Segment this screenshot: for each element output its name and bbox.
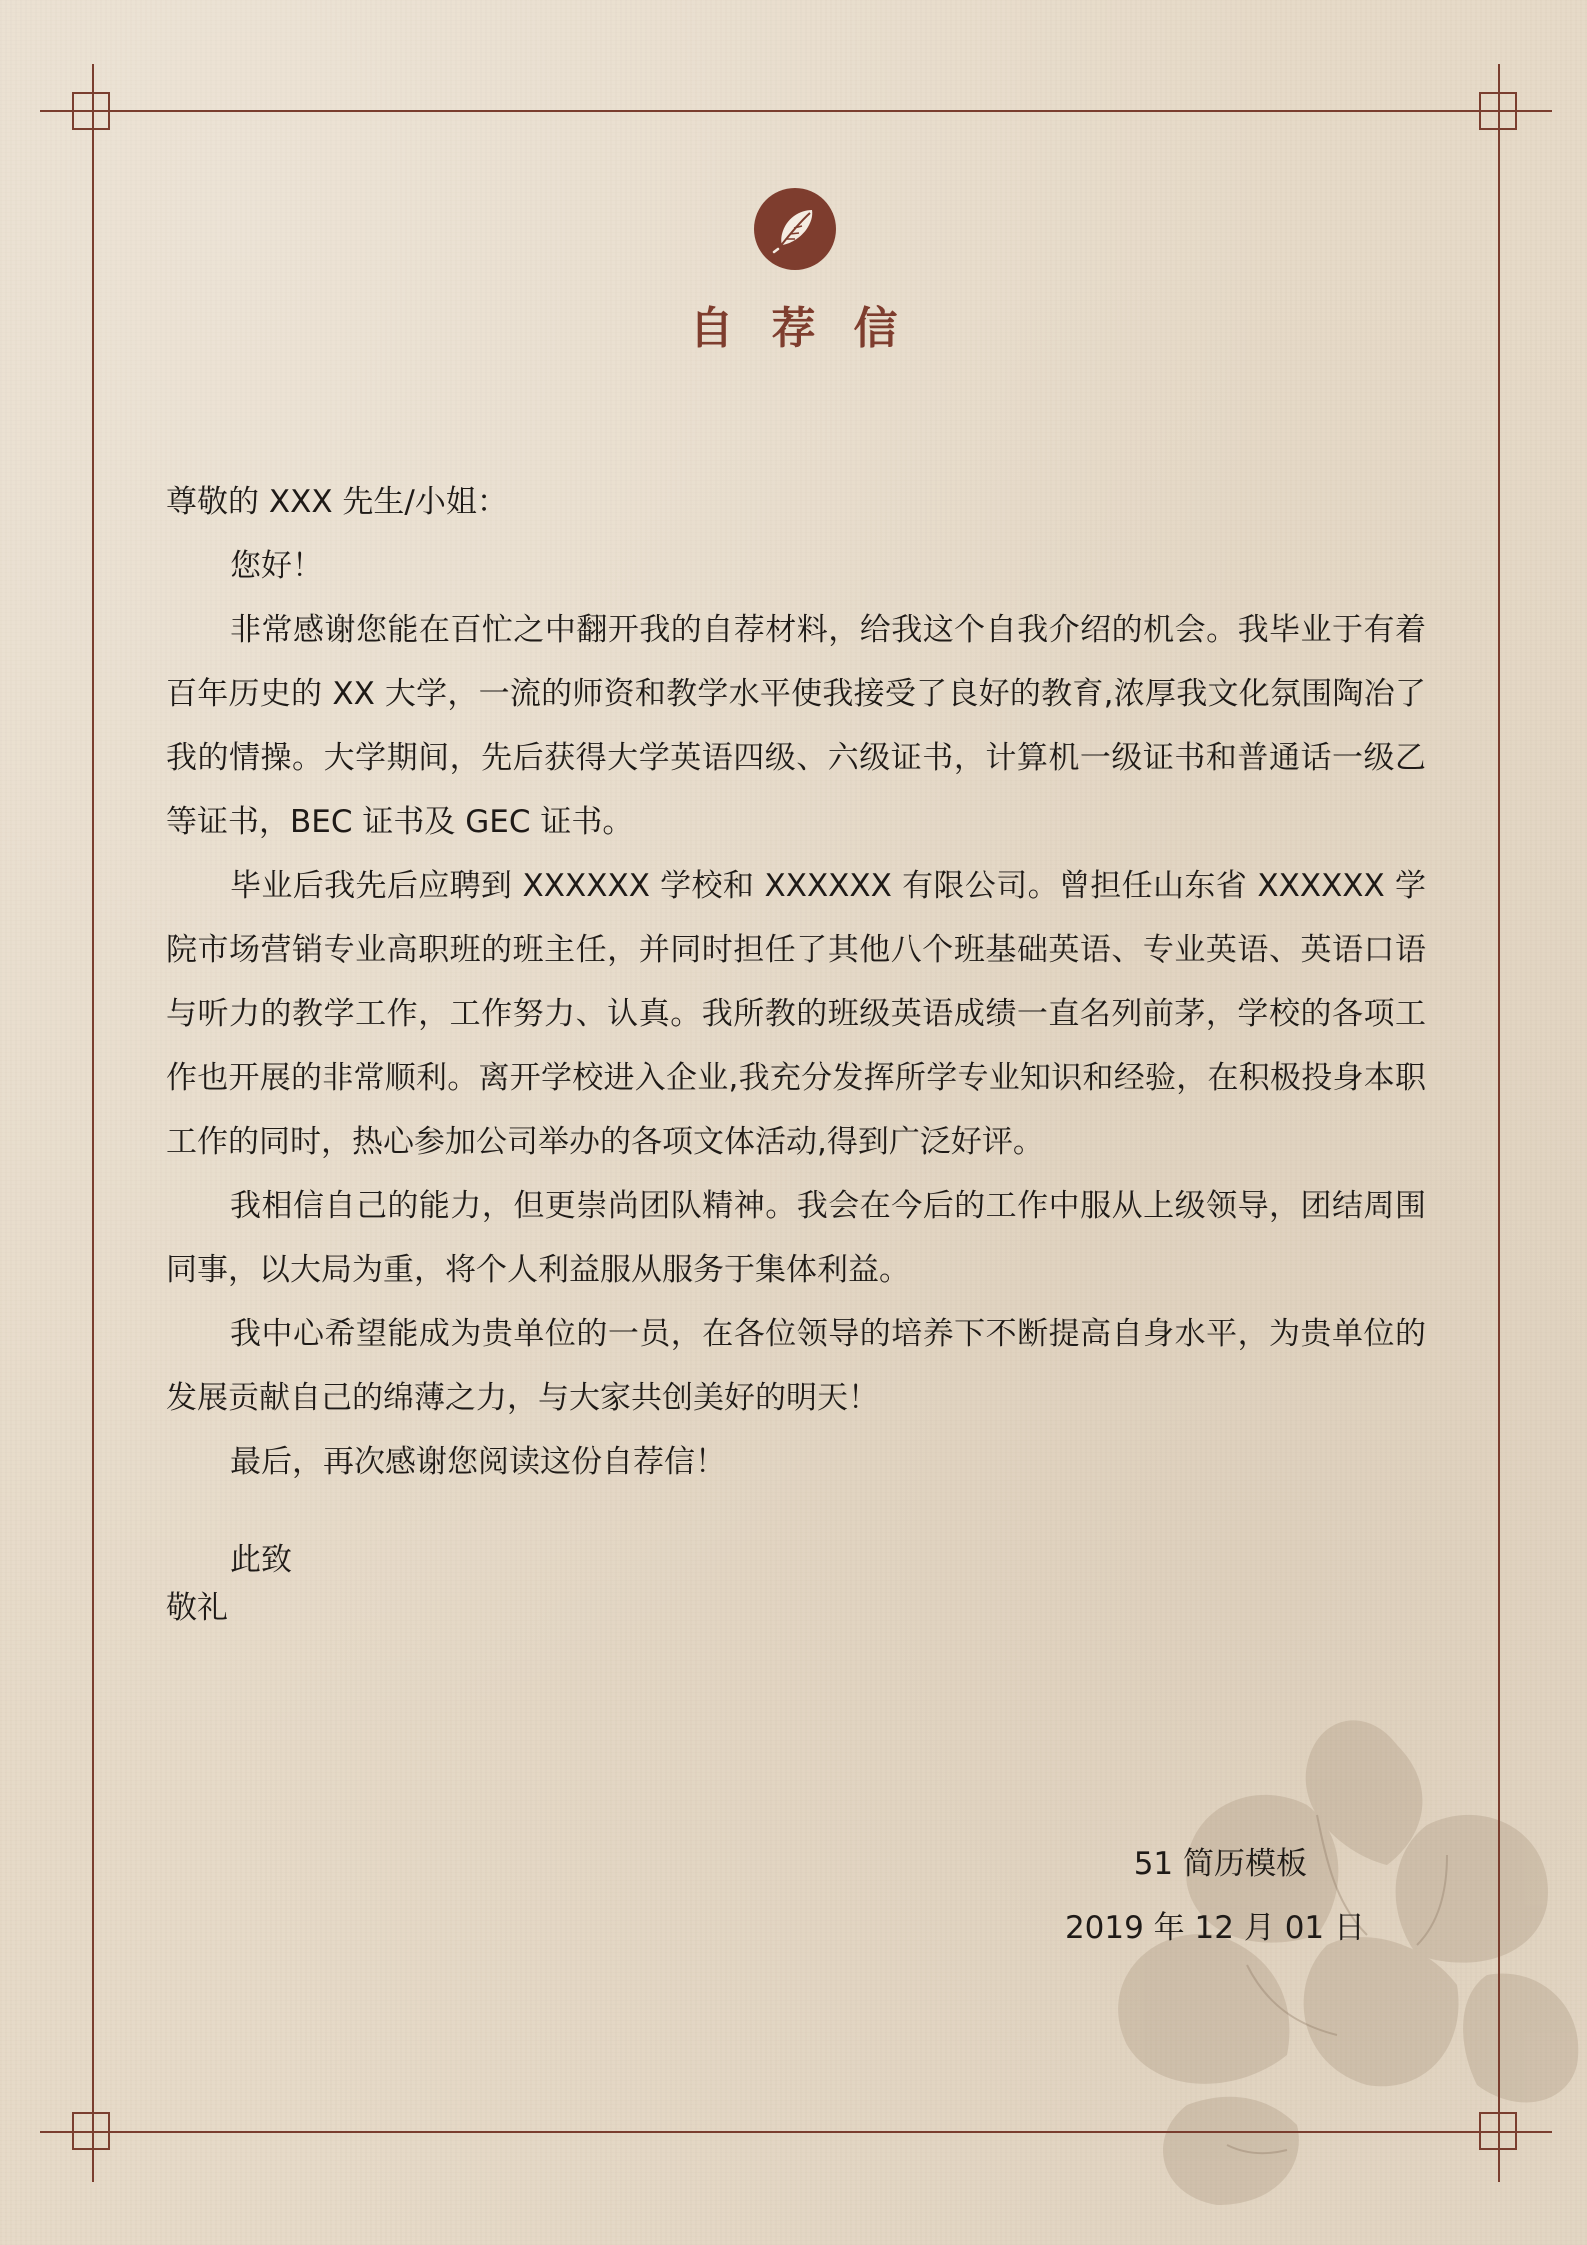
signature-block (1065, 1832, 1365, 1960)
paragraph: 最后，再次感谢您阅读这份自荐信！ (230, 1444, 726, 1480)
frame-corner-top-left (72, 92, 110, 130)
frame-corner-bottom-left (72, 2112, 110, 2150)
signature-date: 2019 年 12 月 01 日 (1064, 1910, 1365, 1946)
paragraph: 我相信自己的能力，但更崇尚团队精神。我会在今后的工作中服从上级领导，团结周围同事，以大局为重，将个人利益服从服务于集体利益。 (166, 1188, 1426, 1288)
signature-name: 51 简历模板 (1133, 1846, 1307, 1882)
page-title: 自荐信 (689, 303, 936, 354)
frame-bottom-line (40, 2131, 1552, 2133)
frame-corner-bottom-right (1479, 2112, 1517, 2150)
greeting: 您好！ (230, 548, 323, 584)
paragraph: 毕业后我先后应聘到 XXXXXX 学校和 XXXXXX 有限公司。曾担任山东省 XXXXXX 学院市场营销专业高职班的班主任，并同时担任了其他八个班基础英语、专业英语、英语口语与听力的教学工作，工作努力、认真。我所教的班级英语成绩一直名列前茅，学校的各项工作也开展的非常顺利。离开学校进入企业,我充分发挥所学专业知识和经验，在积极投身本职工作的同时，热心参加公司举办的各项文体活动,得到广泛好评。 (166, 868, 1426, 1160)
emblem (754, 188, 836, 270)
closing-line-2: 敬礼 (166, 1590, 228, 1626)
closing-line-1: 此致 (230, 1542, 292, 1578)
frame-corner-top-right (1479, 92, 1517, 130)
flower-watermark-icon (1064, 1685, 1587, 2245)
closing-block (166, 1536, 292, 1632)
letter-body (166, 470, 1426, 1494)
paragraph: 非常感谢您能在百忙之中翻开我的自荐材料，给我这个自我介绍的机会。我毕业于有着百年历史的 XX 大学，一流的师资和教学水平使我接受了良好的教育,浓厚我文化氛围陶冶了我的情操。大学期间，先后获得大学英语四级、六级证书，计算机一级证书和普通话一级乙等证书，BEC 证书及 GEC 证书。 (166, 612, 1426, 840)
feather-icon (754, 188, 836, 270)
frame-right-line (1498, 64, 1500, 2182)
frame-left-line (92, 64, 94, 2182)
paragraph: 我中心希望能成为贵单位的一员，在各位领导的培养下不断提高自身水平，为贵单位的发展贡献自己的绵薄之力，与大家共创美好的明天！ (166, 1316, 1426, 1416)
frame-top-line (40, 110, 1552, 112)
salutation: 尊敬的 XXX 先生/小姐： (166, 484, 508, 520)
